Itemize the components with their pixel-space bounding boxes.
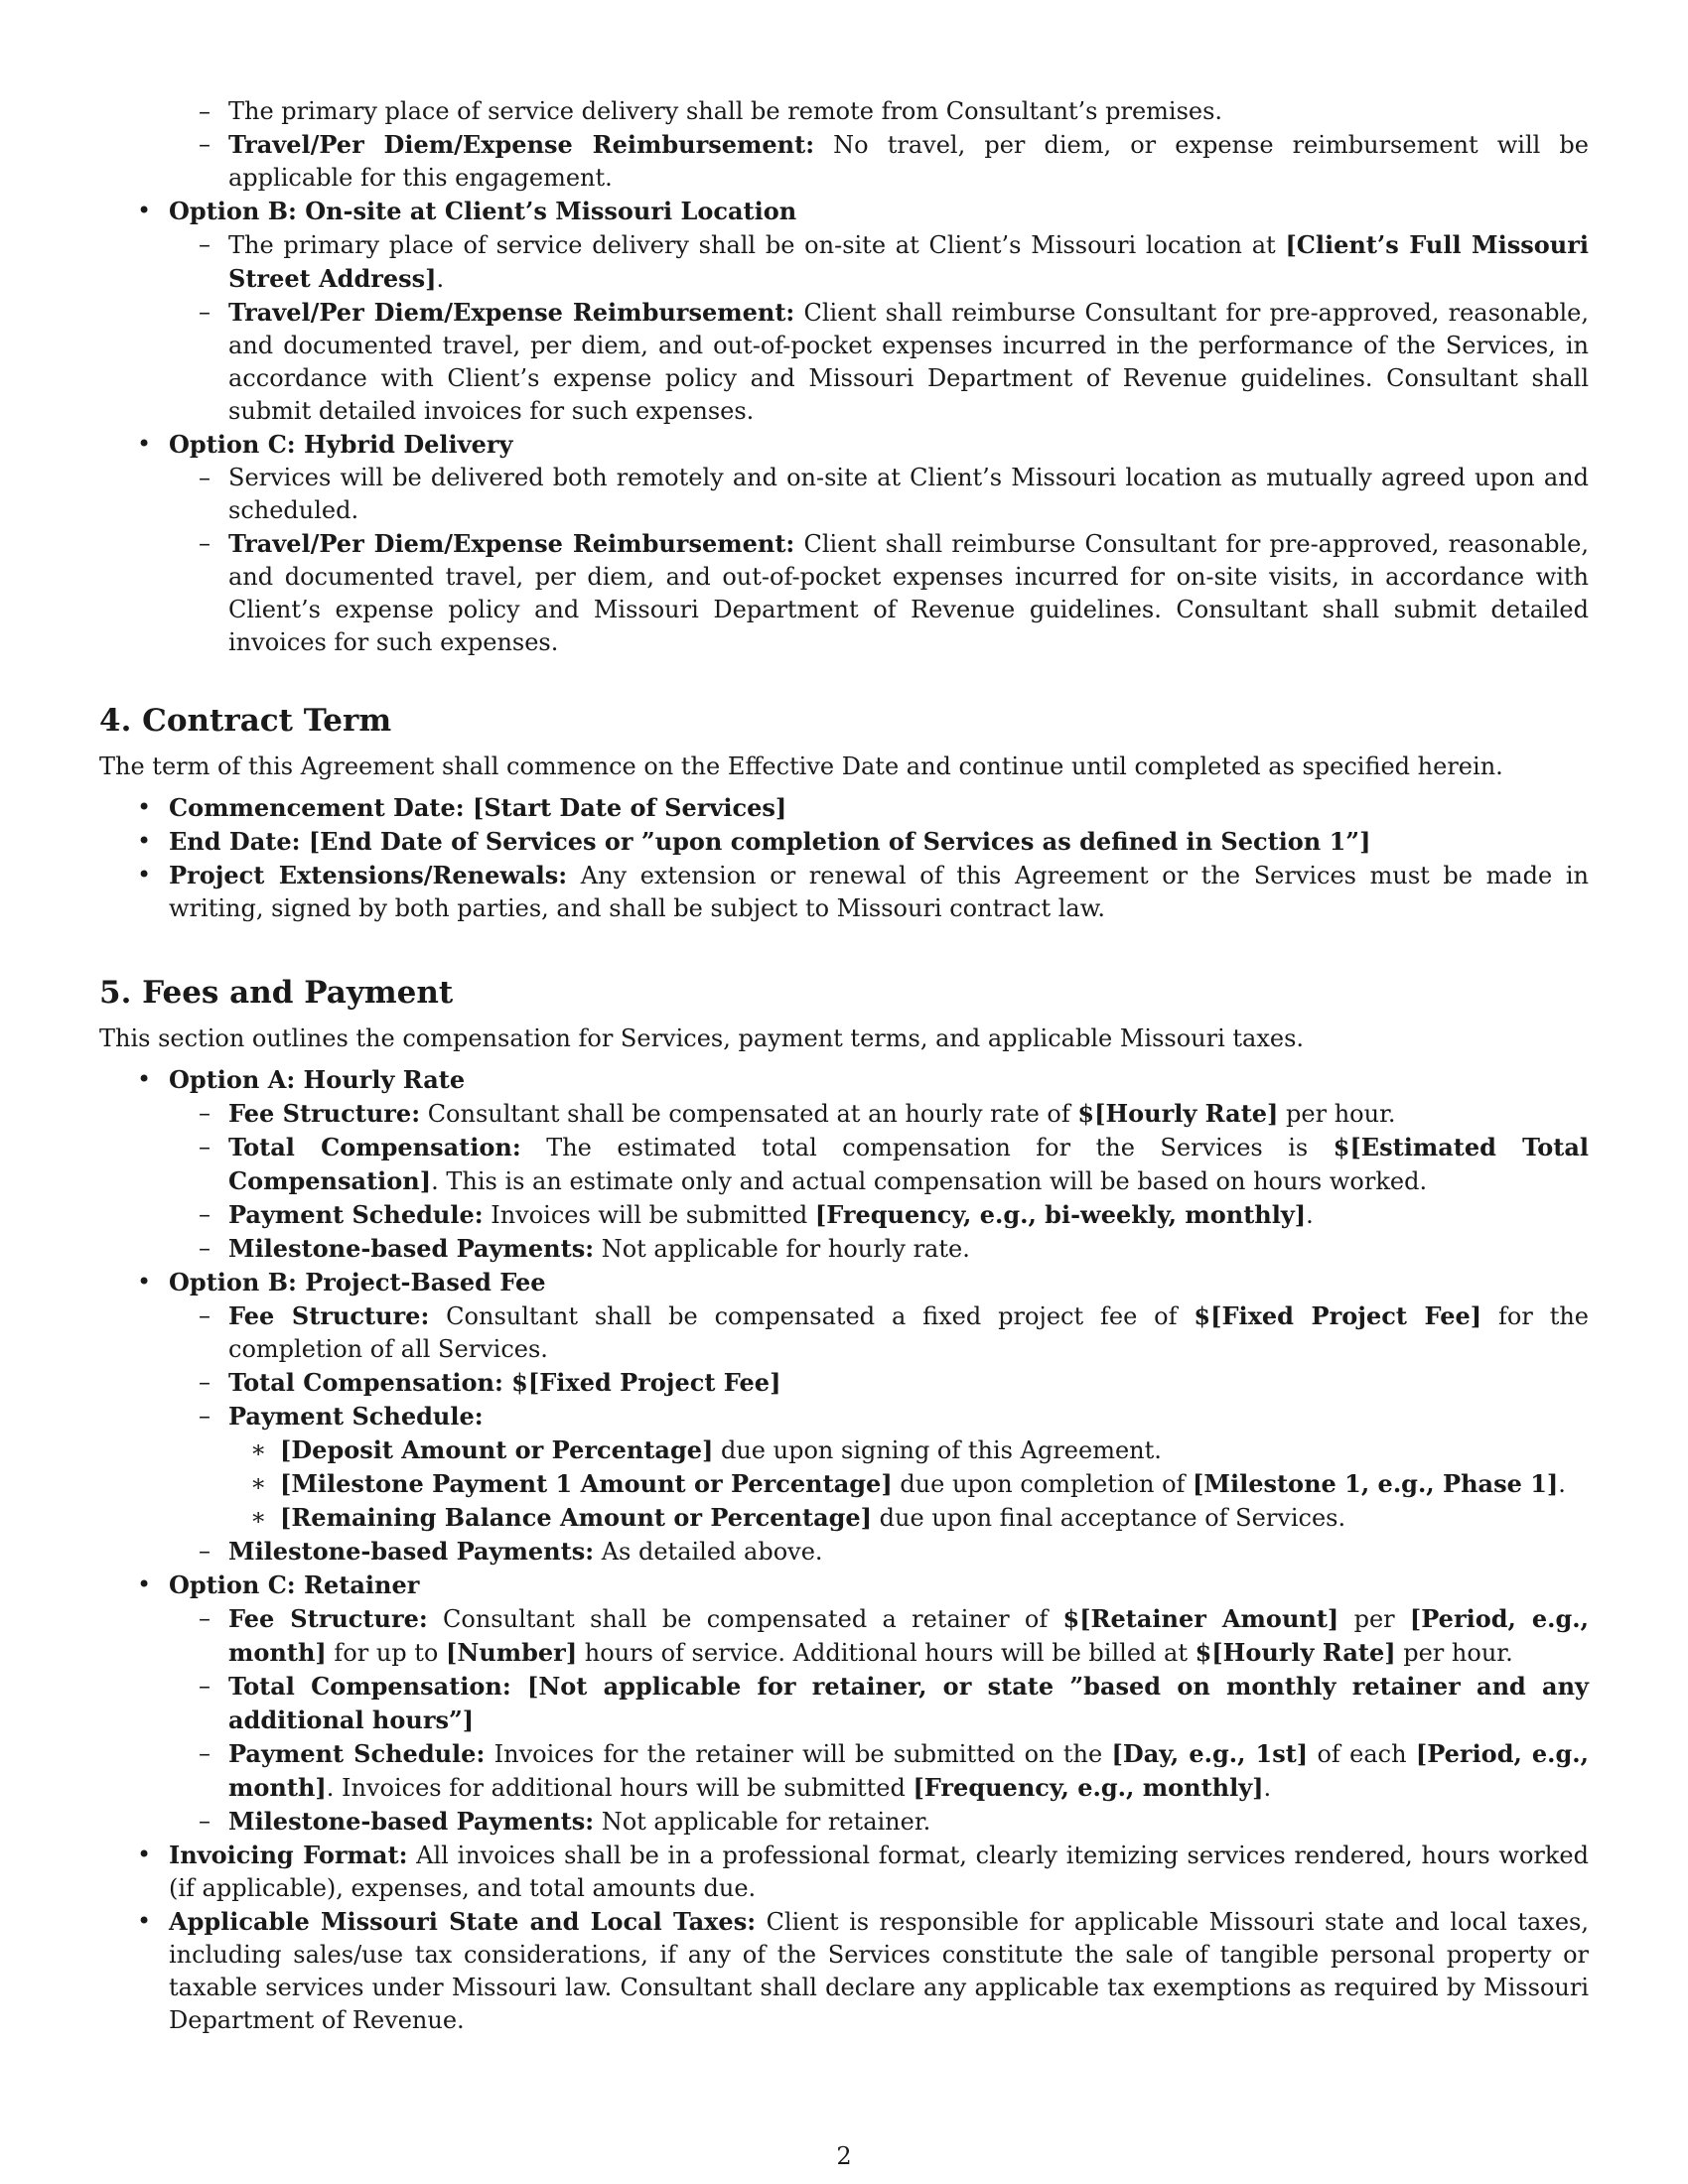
optB-title: Option B: On-site at Client’s Missouri Location: [169, 197, 797, 225]
fee-optB-fee-pre: Consultant shall be compensated a fixed project fee of: [429, 1302, 1195, 1330]
fee-optC-milestone-text: Not applicable for retainer.: [594, 1808, 931, 1836]
optA-travel-text: No travel, per diem, or expense reimbursement will be applicable for this engagement.: [228, 131, 1589, 192]
optC-travel-label: Travel/Per Diem/Expense Reimbursement:: [228, 529, 795, 558]
star-marker: ∗: [250, 1435, 267, 1463]
bullet-marker: •: [137, 1841, 152, 1868]
dash-marker: –: [199, 298, 211, 326]
end-date-item: [99, 825, 1589, 859]
dash-marker: –: [199, 1739, 211, 1767]
schedule-subitem: [99, 1433, 1589, 1467]
dash-marker: –: [199, 1672, 211, 1700]
document-page: [99, 95, 1589, 2037]
fee-optC-fee-label: Fee Structure:: [228, 1604, 428, 1633]
end-date-label: End Date:: [169, 827, 301, 856]
fee-optB-total-label: Total Compensation:: [228, 1368, 503, 1397]
dash-marker: –: [199, 1368, 211, 1396]
section5-heading: 5. Fees and Payment: [99, 975, 454, 1011]
bullet-marker: •: [137, 1268, 152, 1296]
end-date-value: [End Date of Services or ”upon completion of Services as defined in Section 1”]: [300, 827, 1371, 856]
page-number: 2: [836, 2142, 852, 2170]
fee-optA-fee-label: Fee Structure:: [228, 1099, 421, 1128]
invoicing-item: [99, 1839, 1589, 1905]
fee-optB-milestone-item: [99, 1535, 1589, 1569]
period-field: [Period, e.g., month]: [228, 1739, 1589, 1802]
fee-optB-milestone-text: As detailed above.: [594, 1538, 823, 1566]
fee-optA-schedule-post: .: [1306, 1201, 1314, 1229]
fee-optC-text: per: [1338, 1605, 1410, 1633]
optB-travel-text: Client shall reimburse Consultant for pre-approved, reasonable, and documented travel, per diem, and out-of-pocket expenses incurred in the performance of the Services, in accordance with Client’s expense policy and Missouri Department of Revenue guidelines. Consultant shall submit detailed invoices for such expenses.: [228, 299, 1589, 425]
frequency-field: [Frequency, e.g., bi-weekly, monthly]: [814, 1200, 1307, 1229]
fee-optB-heading-item: [99, 1266, 1589, 1299]
fee-optA-milestone-text: Not applicable for hourly rate.: [594, 1235, 970, 1263]
schedule-subitem: [99, 1467, 1589, 1501]
fee-optC-total-item: [99, 1670, 1589, 1737]
dash-marker: –: [199, 97, 211, 125]
dash-marker: –: [199, 230, 211, 258]
optC-delivery-text: Services will be delivered both remotely and on-site at Client’s Missouri location as mutually agreed upon and scheduled.: [228, 464, 1589, 524]
fee-optC-text: per hour.: [1395, 1639, 1513, 1667]
fee-optC-heading-item: [99, 1569, 1589, 1602]
fee-optC-fee-item: [99, 1602, 1589, 1670]
fee-optC-schedule-label: Payment Schedule:: [228, 1739, 486, 1768]
dash-marker: –: [199, 1807, 211, 1835]
fee-optB-schedule-item: [99, 1400, 1589, 1433]
milestone-field: [Milestone 1, e.g., Phase 1]: [1193, 1469, 1559, 1498]
optC-heading-item: [99, 428, 1589, 462]
optB-delivery-pre: The primary place of service delivery shall be on-site at Client’s Missouri location at: [228, 231, 1286, 259]
fee-optC-total-label: Total Compensation:: [228, 1672, 511, 1701]
fixed-fee-field: $[Fixed Project Fee]: [1194, 1301, 1482, 1330]
fee-optC-schedule-text: . Invoices for additional hours will be submitted: [326, 1774, 914, 1802]
taxes-item: [99, 1905, 1589, 2037]
estimated-total-field: $[Estimated Total Compensation]: [228, 1133, 1589, 1195]
fee-optC-text: hours of service. Additional hours will be billed at: [577, 1639, 1196, 1667]
bullet-marker: •: [137, 197, 152, 224]
optC-travel-item: [99, 527, 1589, 659]
optB-travel-item: [99, 296, 1589, 428]
dash-marker: –: [199, 1537, 211, 1565]
fee-optB-total-field: $[Fixed Project Fee]: [502, 1368, 781, 1397]
dash-marker: –: [199, 1133, 211, 1160]
fee-optC-schedule-text: .: [1263, 1774, 1272, 1802]
fee-optC-schedule-text: Invoices for the retainer will be submitted on the: [485, 1740, 1112, 1768]
bullet-marker: •: [137, 827, 152, 855]
optA-delivery-item: [99, 95, 1589, 128]
optA-travel-label: Travel/Per Diem/Expense Reimbursement:: [228, 130, 815, 159]
fee-optB-milestone-label: Milestone-based Payments:: [228, 1537, 595, 1566]
fee-optA-fee-post: per hour.: [1278, 1100, 1396, 1128]
bullet-marker: •: [137, 1907, 152, 1935]
fee-optB-fee-post: for the completion of all Services.: [228, 1302, 1589, 1363]
dash-marker: –: [199, 464, 211, 491]
invoicing-text: All invoices shall be in a professional format, clearly itemizing services rendered, hours worked (if applicable), expenses, and total amounts due.: [169, 1842, 1589, 1902]
number-field: [Number]: [445, 1638, 578, 1667]
bullet-marker: •: [137, 430, 152, 458]
bullet-marker: •: [137, 861, 152, 888]
fee-optC-milestone-label: Milestone-based Payments:: [228, 1807, 595, 1836]
fee-optA-schedule-item: [99, 1198, 1589, 1232]
bullet-marker: •: [137, 1570, 152, 1598]
fee-optA-fee-item: [99, 1097, 1589, 1131]
optA-delivery-text: The primary place of service delivery shall be remote from Consultant’s premises.: [228, 97, 1223, 125]
optC-travel-text: Client shall reimburse Consultant for pre-approved, reasonable, and documented travel, per diem, and out-of-pocket expenses incurred for on-site visits, in accordance with Client’s expense policy and Missouri Department of Revenue guidelines. Consultant shall submit detailed invoices for such expenses.: [228, 530, 1589, 656]
bullet-marker: •: [137, 793, 152, 821]
fee-optC-schedule-item: [99, 1737, 1589, 1805]
fee-optC-text: Consultant shall be compensated a retainer of: [427, 1605, 1063, 1633]
optB-travel-label: Travel/Per Diem/Expense Reimbursement:: [228, 298, 795, 327]
optC-delivery-item: [99, 462, 1589, 527]
section4-intro: The term of this Agreement shall commence on the Effective Date and continue until completed as specified herein.: [99, 752, 1503, 780]
schedule-subitem: [99, 1501, 1589, 1535]
fee-optA-total-pre: The estimated total compensation for the Services is: [520, 1134, 1334, 1161]
extensions-item: [99, 859, 1589, 925]
dash-marker: –: [199, 1234, 211, 1262]
fee-optA-schedule-pre: Invoices will be submitted: [483, 1201, 815, 1229]
fee-optB-total-item: [99, 1366, 1589, 1400]
fee-optA-milestone-label: Milestone-based Payments:: [228, 1234, 595, 1263]
optB-delivery-item: [99, 228, 1589, 296]
remaining-balance-field: [Remaining Balance Amount or Percentage]: [280, 1503, 873, 1532]
taxes-label: Applicable Missouri State and Local Taxes:: [169, 1907, 757, 1936]
fee-optA-total-post: . This is an estimate only and actual compensation will be based on hours worked.: [431, 1167, 1428, 1195]
fee-optA-fee-pre: Consultant shall be compensated at an hourly rate of: [420, 1100, 1078, 1128]
hourly-rate-field: $[Hourly Rate]: [1195, 1638, 1396, 1667]
commencement-item: [99, 791, 1589, 825]
subitem-text: due upon completion of: [892, 1470, 1194, 1498]
fee-optA-milestone-item: [99, 1232, 1589, 1266]
bullet-marker: •: [137, 1065, 152, 1093]
taxes-text: Client is responsible for applicable Missouri state and local taxes, including sales/use tax considerations, if any of the Services constitute the sale of tangible personal property or taxable services under Missouri law. Consultant shall declare any applicable tax exemptions as required by Missouri Department of Revenue.: [169, 1908, 1589, 2034]
optB-delivery-post: .: [436, 265, 445, 293]
fee-optC-milestone-item: [99, 1805, 1589, 1839]
optB-heading-item: [99, 195, 1589, 228]
star-marker: ∗: [250, 1503, 267, 1531]
star-marker: ∗: [250, 1469, 267, 1497]
fee-optC-schedule-text: of each: [1308, 1740, 1416, 1768]
dash-marker: –: [199, 1604, 211, 1632]
optC-title: Option C: Hybrid Delivery: [169, 430, 513, 459]
dash-marker: –: [199, 529, 211, 557]
subitem-text: due upon final acceptance of Services.: [872, 1504, 1346, 1532]
section5-intro: This section outlines the compensation for Services, payment terms, and applicable Missouri taxes.: [99, 1024, 1305, 1052]
fee-optB-title: Option B: Project-Based Fee: [169, 1268, 546, 1297]
fee-optC-title: Option C: Retainer: [169, 1570, 420, 1599]
fee-optA-title: Option A: Hourly Rate: [169, 1065, 466, 1094]
milestone-payment-field: [Milestone Payment 1 Amount or Percentage]: [280, 1469, 893, 1498]
dash-marker: –: [199, 1200, 211, 1228]
day-field: [Day, e.g., 1st]: [1111, 1739, 1309, 1768]
fee-optC-text: for up to: [326, 1639, 446, 1667]
subitem-post: .: [1558, 1470, 1566, 1498]
commencement-label: Commencement Date:: [169, 793, 465, 822]
fee-optB-schedule-label: Payment Schedule:: [228, 1402, 484, 1431]
dash-marker: –: [199, 1402, 211, 1430]
dash-marker: –: [199, 130, 211, 158]
period-field: [Period, e.g., month]: [228, 1604, 1589, 1667]
fee-optA-total-item: [99, 1131, 1589, 1198]
fee-optA-heading-item: [99, 1063, 1589, 1097]
fee-optB-fee-item: [99, 1299, 1589, 1366]
optA-travel-item: [99, 128, 1589, 195]
subitem-text: due upon signing of this Agreement.: [713, 1436, 1162, 1464]
section4-heading: 4. Contract Term: [99, 703, 392, 739]
extensions-label: Project Extensions/Renewals:: [169, 861, 568, 889]
invoicing-label: Invoicing Format:: [169, 1841, 408, 1869]
dash-marker: –: [199, 1099, 211, 1127]
optB-address-field: [Client’s Full Missouri Street Address]: [228, 230, 1589, 293]
hourly-rate-field: $[Hourly Rate]: [1077, 1099, 1279, 1128]
fee-optC-total-field: [Not applicable for retainer, or state ”based on monthly retainer and any additional hours”]: [228, 1672, 1590, 1734]
fee-optB-fee-label: Fee Structure:: [228, 1301, 430, 1330]
commencement-value: [Start Date of Services]: [464, 793, 787, 822]
fee-optA-schedule-label: Payment Schedule:: [228, 1200, 484, 1229]
deposit-field: [Deposit Amount or Percentage]: [280, 1435, 714, 1464]
frequency-field: [Frequency, e.g., monthly]: [913, 1773, 1264, 1802]
fee-optA-total-label: Total Compensation:: [228, 1133, 521, 1161]
dash-marker: –: [199, 1301, 211, 1329]
extensions-text: Any extension or renewal of this Agreement or the Services must be made in writing, signed by both parties, and shall be subject to Missouri contract law.: [169, 862, 1589, 922]
retainer-amount-field: $[Retainer Amount]: [1062, 1604, 1339, 1633]
